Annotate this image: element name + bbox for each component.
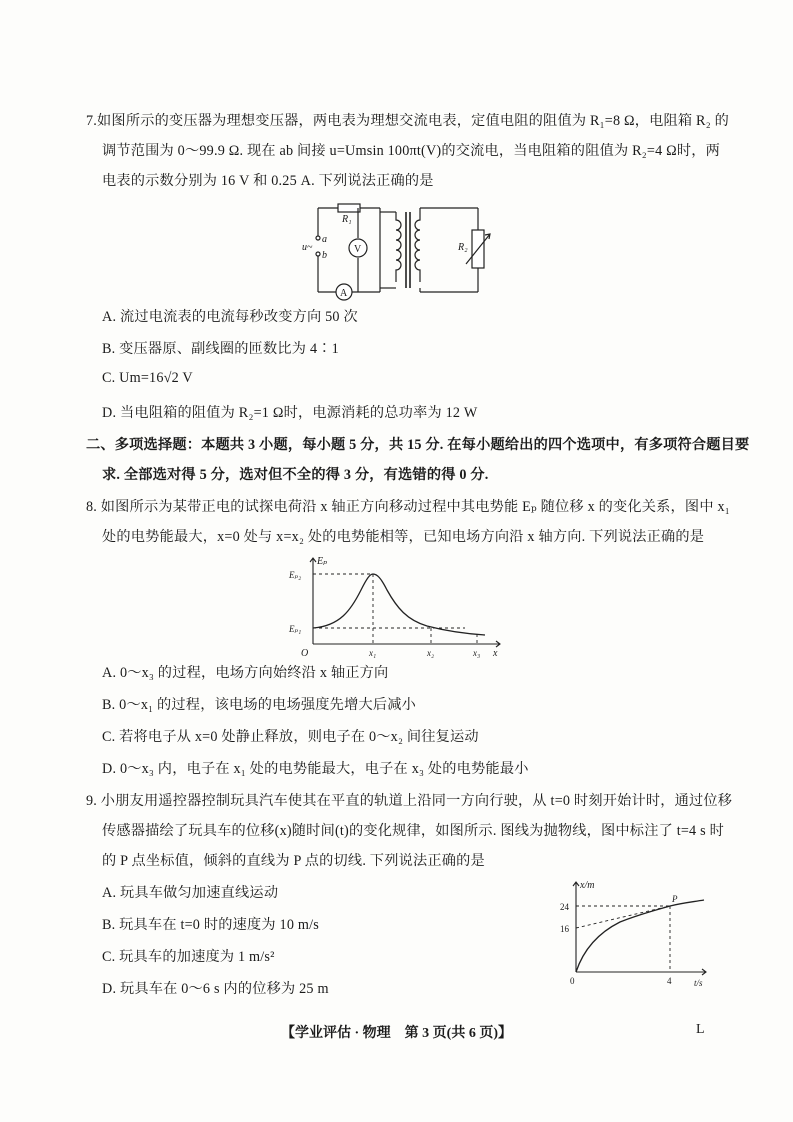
q9-y16-label: 16 xyxy=(560,924,569,934)
q8-option-b: B. 0～x₁ 的过程，该电场的电场强度先增大后减小 xyxy=(102,697,417,713)
page-corner-mark: L xyxy=(696,1022,705,1037)
q9-stem-line-3: 的 P 点坐标值，倾斜的直线为 P 点的切线. 下列说法正确的是 xyxy=(102,853,485,869)
q7-stem-line-2: 调节范围为 0～99.9 Ω. 现在 ab 间接 u=Umsin 100πt(V)的交流电，当电阻箱的阻值为 R₂=4 Ω时，两 xyxy=(102,143,721,159)
q8-ep2-label: Eₚ₂ xyxy=(289,570,302,580)
section2-line-2: 求. 全部选对得 5 分，选对但不全的得 3 分，有选错的得 0 分. xyxy=(102,467,489,483)
q8-option-d: D. 0～x₃ 内，电子在 x₁ 处的电势能最大，电子在 x₃ 处的电势能最小 xyxy=(102,761,529,777)
q8-xaxis-label: x xyxy=(493,648,498,659)
q8-potential-energy-graph xyxy=(285,550,510,660)
q7-u-label: u~ xyxy=(302,242,313,253)
q9-y24-label: 24 xyxy=(560,902,569,912)
q9-option-d: D. 玩具车在 0～6 s 内的位移为 25 m xyxy=(102,981,329,997)
q7-option-a: A. 流过电流表的电流每秒改变方向 50 次 xyxy=(102,309,358,325)
q9-point-p-label: P xyxy=(672,894,678,904)
q8-option-a: A. 0～x₃ 的过程，电场方向始终沿 x 轴正方向 xyxy=(102,665,389,681)
q7-option-c: C. Um=16√2 V xyxy=(102,370,193,386)
q9-stem-line-2: 传感器描绘了玩具车的位移(x)随时间(t)的变化规律，如图所示. 图线为抛物线，图中标注了 t=4 s 时 xyxy=(102,823,724,839)
q8-ep1-label: Eₚ₁ xyxy=(289,624,302,634)
q7-a-label: a xyxy=(322,234,327,245)
q7-option-d: D. 当电阻箱的阻值为 R₂=1 Ω时，电源消耗的总功率为 12 W xyxy=(102,405,478,421)
q7-option-b: B. 变压器原、副线圈的匝数比为 4∶1 xyxy=(102,341,339,357)
q7-voltmeter-label: V xyxy=(354,244,362,255)
q9-yaxis-label: x/m xyxy=(580,880,595,891)
q9-stem-line-1: 9. 小朋友用遥控器控制玩具汽车使其在平直的轨道上沿同一方向行驶，从 t=0 时刻开始计时，通过位移 xyxy=(86,793,733,809)
q8-x1-label: x₁ xyxy=(369,648,377,658)
q7-b-label: b xyxy=(322,250,327,261)
q7-stem-line-1: 7.如图所示的变压器为理想变压器，两电表为理想交流电表，定值电阻的阻值为 R₁=8 Ω，电阻箱 R₂ 的 xyxy=(86,113,730,129)
q8-option-c: C. 若将电子从 x=0 处静止释放，则电子在 0～x₂ 间往复运动 xyxy=(102,729,479,745)
q8-origin-label: O xyxy=(301,648,309,659)
q7-stem-line-3: 电表的示数分别为 16 V 和 0.25 A. 下列说法正确的是 xyxy=(102,173,434,189)
page-footer: 【学业评估 · 物理 第 3 页(共 6 页)】 xyxy=(281,1026,512,1041)
section2-line-1: 二、多项选择题：本题共 3 小题，每小题 5 分，共 15 分. 在每小题给出的四个选项中，有多项符合题目要 xyxy=(86,437,750,453)
q8-yaxis-label: Eₚ xyxy=(317,556,328,567)
q7-ammeter-label: A xyxy=(340,288,348,299)
q7-circuit-figure xyxy=(300,198,500,303)
q8-x3-label: x₃ xyxy=(473,648,481,658)
q8-stem-line-2: 处的电势能最大，x=0 处与 x=x₂ 处的电势能相等，已知电场方向沿 x 轴方向. 下列说法正确的是 xyxy=(102,529,705,545)
q9-origin-label: 0 xyxy=(570,976,575,986)
q9-displacement-graph xyxy=(556,876,716,988)
q8-stem-line-1: 8. 如图所示为某带正电的试探电荷沿 x 轴正方向移动过程中其电势能 Eₚ 随位移 x 的变化关系，图中 x₁ xyxy=(86,499,730,515)
q7-r2-label: R₂ xyxy=(458,242,468,253)
q9-option-b: B. 玩具车在 t=0 时的速度为 10 m/s xyxy=(102,917,319,933)
q9-xaxis-label: t/s xyxy=(694,978,703,988)
q8-x2-label: x₂ xyxy=(427,648,435,658)
q9-t4-label: 4 xyxy=(667,976,672,986)
q9-option-c: C. 玩具车的加速度为 1 m/s² xyxy=(102,949,275,965)
q7-r1-label: R₁ xyxy=(342,214,352,225)
q9-option-a: A. 玩具车做匀加速直线运动 xyxy=(102,885,279,901)
